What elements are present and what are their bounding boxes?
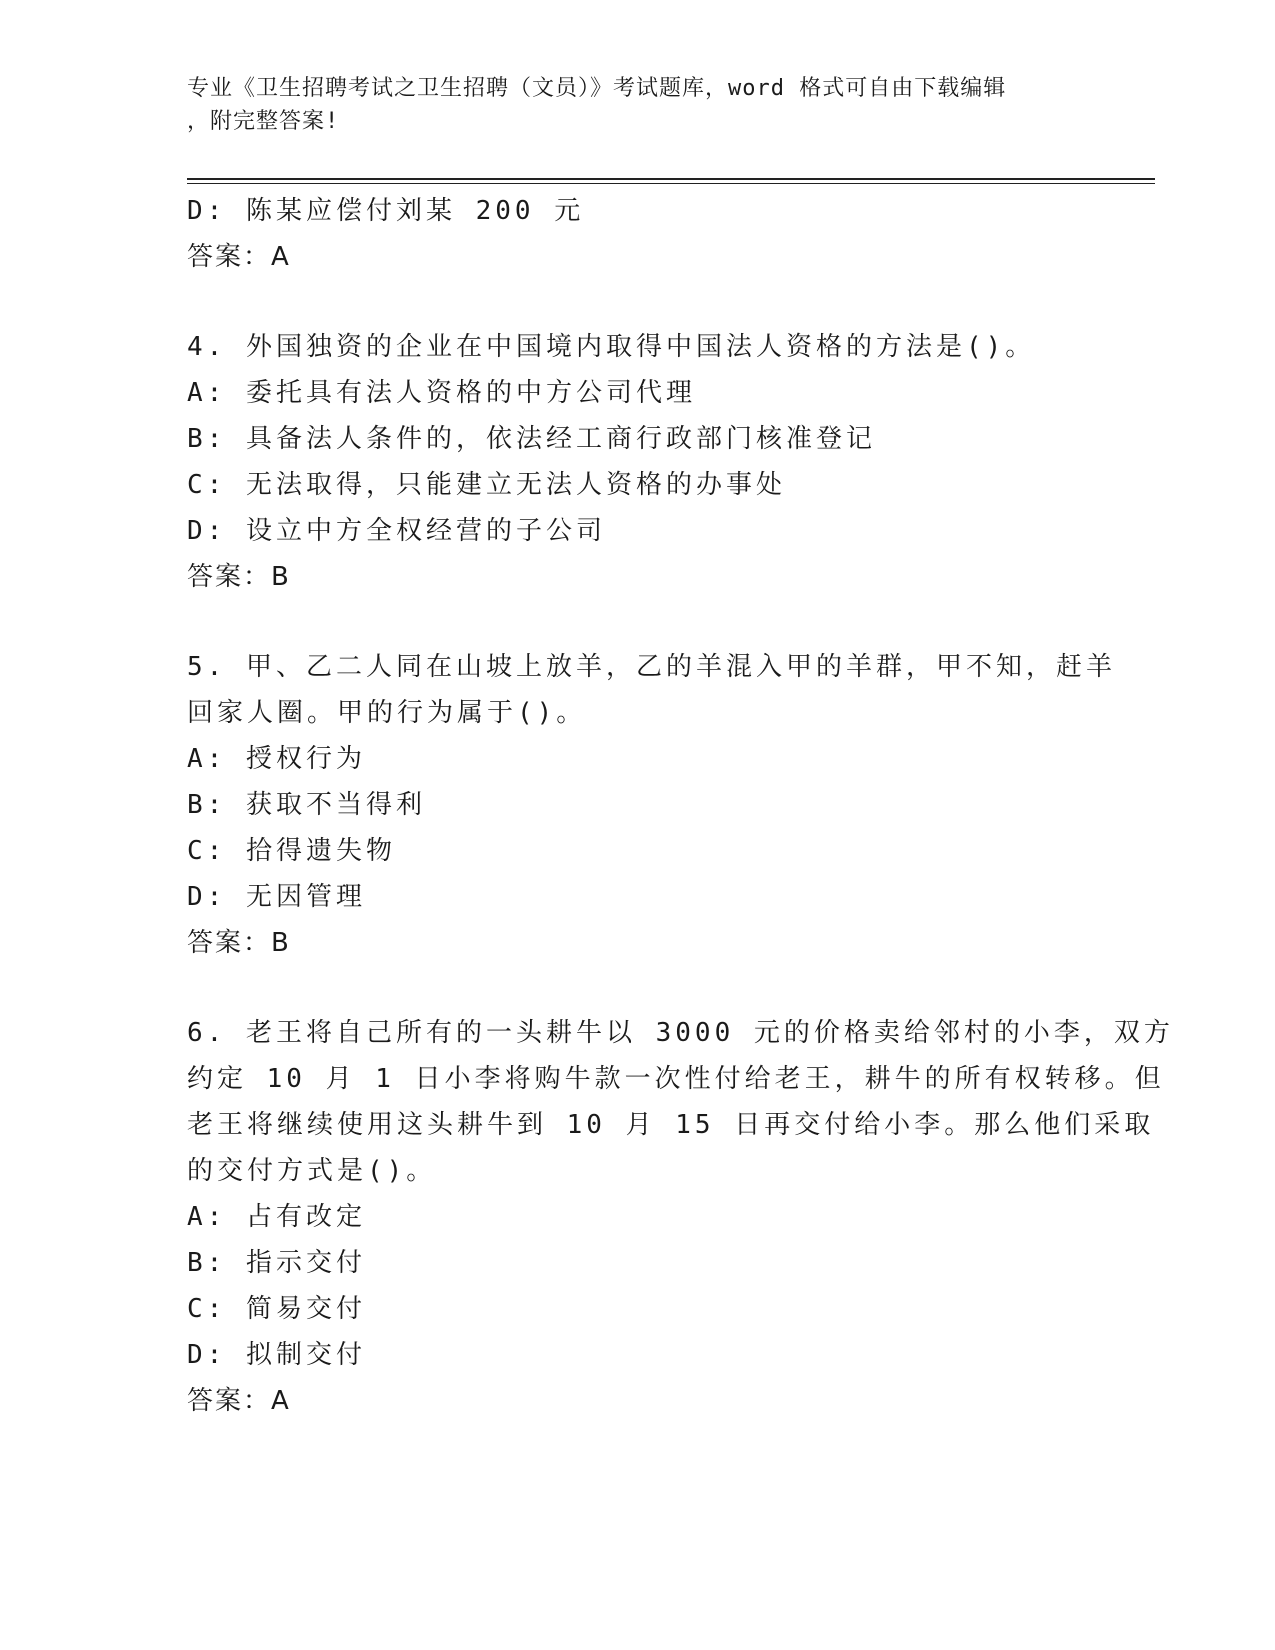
header-rule-thin <box>187 183 1155 184</box>
question-block-partial <box>187 188 1087 280</box>
answer-line: 答案：A <box>187 242 291 272</box>
header-line-1: 专业《卫生招聘考试之卫生招聘（文员）》考试题库，word 格式可自由下载编辑 <box>187 76 1007 101</box>
question-block-6 <box>187 1010 1174 1424</box>
question-stem: 4. 外国独资的企业在中国境内取得中国法人资格的方法是()。 <box>187 332 1036 362</box>
option-d: D: 拟制交付 <box>187 1340 366 1370</box>
option-c: C: 简易交付 <box>187 1294 366 1324</box>
option-a: A: 占有改定 <box>187 1202 366 1232</box>
answer-line: 答案：B <box>187 928 291 958</box>
option-b: B: 具备法人条件的，依法经工商行政部门核准登记 <box>187 424 876 454</box>
question-stem: 回家人圈。甲的行为属于()。 <box>187 698 587 728</box>
spacer <box>187 600 1087 644</box>
option-d: D: 设立中方全权经营的子公司 <box>187 516 606 546</box>
answer-line: 答案：B <box>187 562 291 592</box>
spacer <box>187 280 1087 324</box>
answer-line: 答案：A <box>187 1386 291 1416</box>
question-stem: 老王将继续使用这头耕牛到 10 月 15 日再交付给小李。那么他们采取 <box>187 1110 1155 1140</box>
header-rule-thick <box>187 178 1155 180</box>
option-a: A: 委托具有法人资格的中方公司代理 <box>187 378 696 408</box>
question-block-5 <box>187 644 1116 966</box>
question-stem: 5. 甲、乙二人同在山坡上放羊，乙的羊混入甲的羊群，甲不知，赶羊 <box>187 652 1116 682</box>
option-d: D: 无因管理 <box>187 882 366 912</box>
spacer <box>187 966 1087 1010</box>
question-block-4 <box>187 324 1087 600</box>
document-header <box>187 72 1087 138</box>
option-c: C: 无法取得，只能建立无法人资格的办事处 <box>187 470 786 500</box>
option-d: D: 陈某应偿付刘某 200 元 <box>187 196 585 226</box>
question-stem: 6. 老王将自己所有的一头耕牛以 3000 元的价格卖给邻村的小李，双方 <box>187 1018 1174 1048</box>
option-b: B: 指示交付 <box>187 1248 366 1278</box>
header-line-2: ，附完整答案! <box>187 109 340 134</box>
question-stem: 约定 10 月 1 日小李将购牛款一次性付给老王，耕牛的所有权转移。但 <box>187 1064 1165 1094</box>
question-list <box>187 188 1174 1424</box>
option-a: A: 授权行为 <box>187 744 366 774</box>
option-c: C: 拾得遗失物 <box>187 836 396 866</box>
question-stem: 的交付方式是()。 <box>187 1156 437 1186</box>
option-b: B: 获取不当得利 <box>187 790 426 820</box>
